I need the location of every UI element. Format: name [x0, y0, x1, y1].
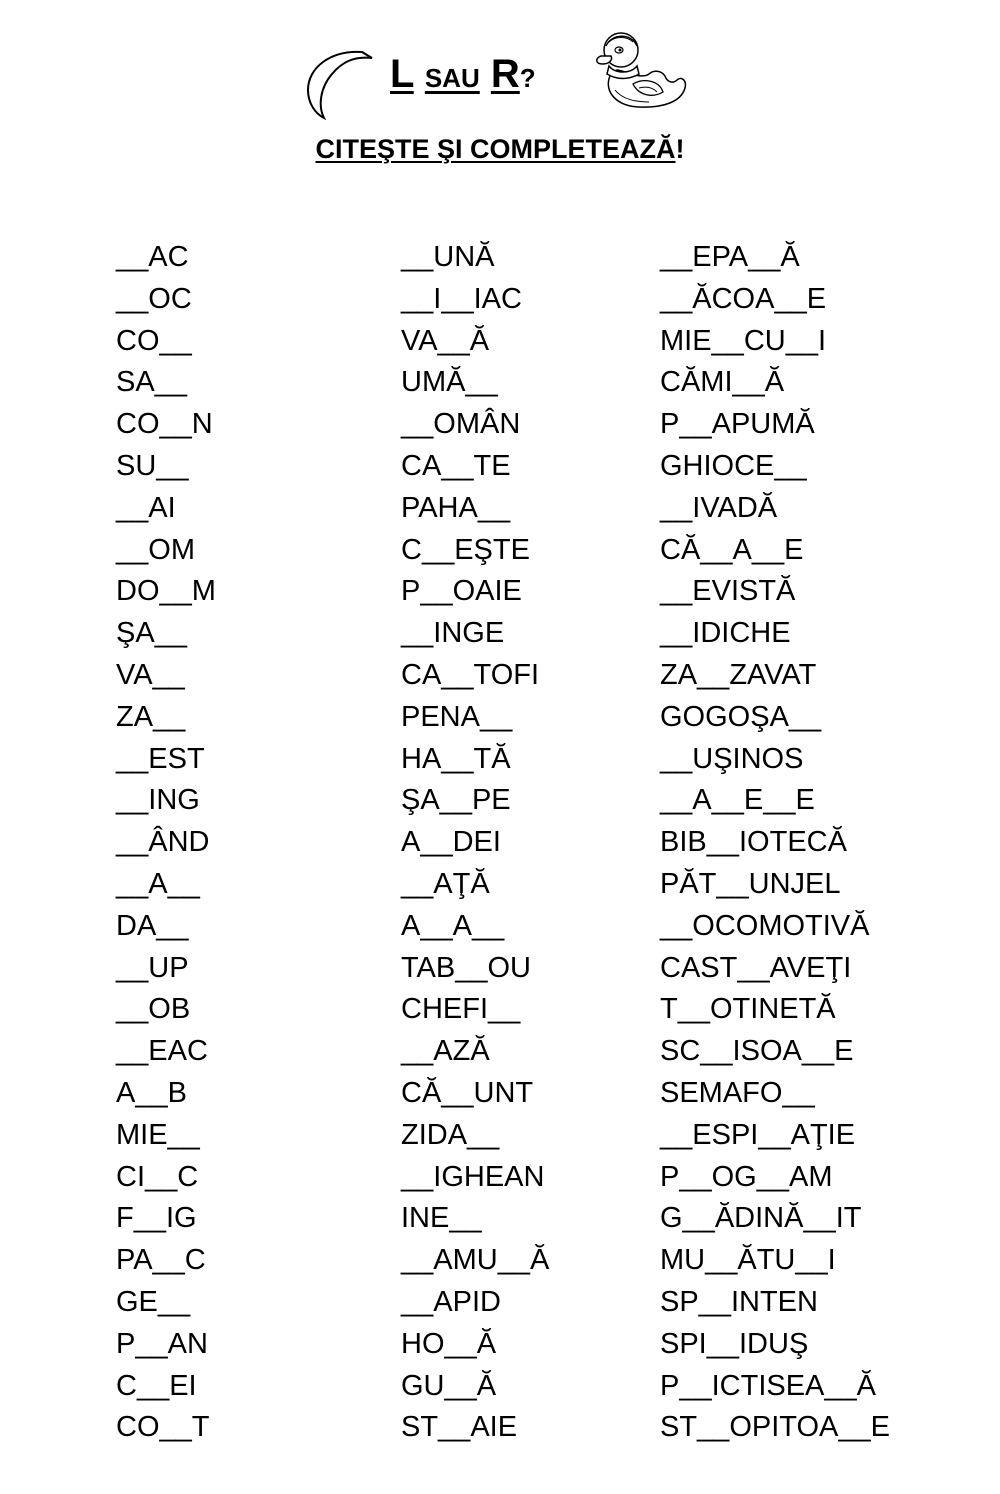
word-item: P__OAIE: [401, 575, 522, 608]
word-item: __EAC: [116, 1035, 208, 1068]
word-item: P__ICTISEA__Ă: [660, 1369, 876, 1402]
word-item: A__DEI: [401, 826, 501, 859]
word-item: VA__Ă: [401, 324, 490, 357]
word-item: __EVISTĂ: [660, 575, 796, 608]
title-row: [0, 30, 1000, 120]
word-item: CI__C: [116, 1160, 199, 1193]
word-item: __UNĂ: [401, 241, 495, 273]
word-item: __INGE: [401, 617, 505, 650]
word-item: GE__: [116, 1285, 191, 1318]
word-item: __I__IAC: [401, 282, 522, 315]
word-item: GOGOŞA__: [660, 700, 822, 733]
word-item: HA__TĂ: [401, 742, 511, 775]
word-item: ZIDA__: [401, 1118, 500, 1151]
word-item: __AI: [116, 491, 176, 524]
duck-icon: [593, 30, 693, 110]
word-item: __OMÂN: [401, 408, 521, 441]
word-item: P__AN: [116, 1327, 208, 1360]
word-item: __IGHEAN: [401, 1160, 545, 1193]
word-item: CAST__AVEŢI: [660, 951, 852, 984]
word-item: SP__INTEN: [660, 1285, 818, 1318]
word-item: CO__: [116, 324, 192, 357]
word-item: __OM: [116, 533, 195, 566]
word-item: VA__: [116, 658, 185, 691]
word-item: __A__: [116, 867, 200, 900]
word-item: CO__N: [116, 408, 213, 441]
word-item: __ĂCOA__E: [660, 282, 827, 315]
word-item: MIE__: [116, 1118, 200, 1151]
title-question-mark: ?: [519, 63, 536, 93]
word-item: __ING: [116, 784, 200, 817]
word-item: INE__: [401, 1202, 482, 1235]
word-column-1: [116, 237, 216, 1449]
word-item: CO__T: [116, 1411, 210, 1444]
word-item: CĂ__UNT: [401, 1076, 534, 1109]
word-item: C__EI: [116, 1369, 197, 1402]
word-item: CA__TE: [401, 449, 511, 482]
word-item: __AŢĂ: [401, 867, 490, 900]
page-title: [390, 50, 536, 102]
word-column-2: [401, 237, 549, 1449]
word-item: SPI__IDUŞ: [660, 1327, 809, 1360]
word-item: __UP: [116, 951, 189, 984]
word-item: CĂMI__Ă: [660, 366, 785, 399]
word-item: PAHA__: [401, 491, 511, 524]
word-item: GHIOCE__: [660, 449, 807, 482]
word-item: CĂ__A__E: [660, 533, 804, 566]
word-item: P__OG__AM: [660, 1160, 833, 1193]
word-item: ŞA__: [116, 617, 187, 650]
word-item: A__A__: [401, 909, 505, 942]
word-item: A__B: [116, 1076, 187, 1109]
instructions-exclamation: !: [675, 134, 685, 164]
word-item: __AC: [116, 241, 189, 273]
word-item: __ESPI__AŢIE: [660, 1118, 856, 1151]
word-item: __A__E__E: [660, 784, 815, 817]
word-item: BIB__IOTECĂ: [660, 826, 847, 859]
word-item: ST__AIE: [401, 1411, 518, 1444]
word-item: __AZĂ: [401, 1035, 490, 1068]
word-item: __OB: [116, 993, 191, 1026]
word-item: PA__C: [116, 1244, 206, 1277]
word-item: SA__: [116, 366, 187, 399]
word-item: __OCOMOTIVĂ: [660, 909, 870, 942]
instructions-text: CITEŞTE ŞI COMPLETEAZĂ: [315, 134, 676, 164]
word-item: F__IG: [116, 1202, 197, 1235]
word-item: G__ĂDINĂ__IT: [660, 1202, 862, 1235]
word-item: TAB__OU: [401, 951, 532, 984]
word-item: CHEFI__: [401, 993, 521, 1026]
word-item: __AMU__Ă: [401, 1244, 550, 1277]
word-item: PĂT__UNJEL: [660, 867, 841, 900]
word-item: __UŞINOS: [660, 742, 804, 775]
title-letter-l: L: [390, 52, 414, 96]
word-item: __IVADĂ: [660, 491, 778, 524]
word-item: __APID: [401, 1285, 501, 1318]
word-item: T__OTINETĂ: [660, 993, 836, 1026]
word-item: SU__: [116, 449, 189, 482]
word-item: MIE__CU__I: [660, 324, 827, 357]
word-item: ZA__: [116, 700, 186, 733]
word-item: CA__TOFI: [401, 658, 540, 691]
word-item: __ÂND: [116, 826, 210, 859]
word-item: __EST: [116, 742, 205, 775]
word-item: MU__ĂTU__I: [660, 1244, 836, 1277]
title-sau: SAU: [424, 63, 480, 93]
word-item: DA__: [116, 909, 189, 942]
word-column-3: [660, 237, 890, 1449]
word-item: SC__ISOA__E: [660, 1035, 854, 1068]
word-item: ST__OPITOA__E: [660, 1411, 890, 1444]
word-item: SEMAFO__: [660, 1076, 815, 1109]
word-item: UMĂ__: [401, 366, 498, 399]
word-item: HO__Ă: [401, 1327, 497, 1360]
word-item: DO__M: [116, 575, 216, 608]
instructions-heading: [0, 132, 1000, 166]
word-item: ŞA__PE: [401, 784, 511, 817]
word-item: __IDICHE: [660, 617, 791, 650]
title-letter-r: R: [490, 52, 520, 96]
word-item: ZA__ZAVAT: [660, 658, 817, 691]
word-item: GU__Ă: [401, 1369, 497, 1402]
word-item: __OC: [116, 282, 192, 315]
word-item: PENA__: [401, 700, 513, 733]
word-item: P__APUMĂ: [660, 408, 815, 441]
crescent-moon-icon: [300, 48, 380, 120]
word-item: __EPA__Ă: [660, 241, 800, 273]
word-item: C__EŞTE: [401, 533, 530, 566]
